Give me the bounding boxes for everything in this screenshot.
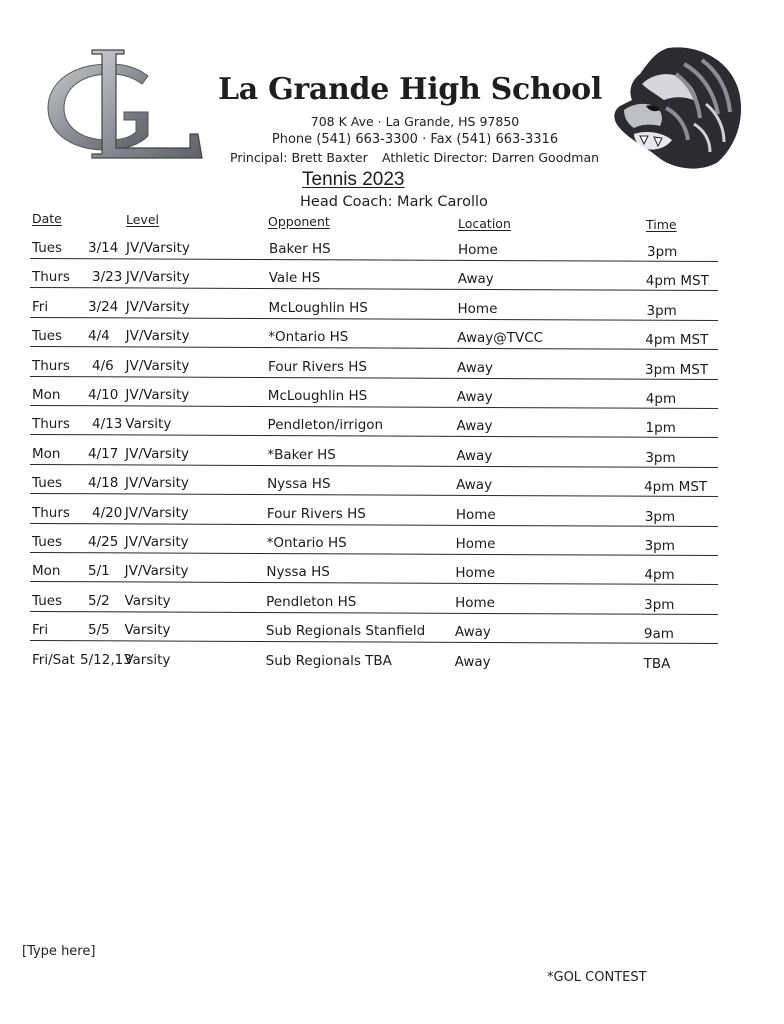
row-location: Away [454, 653, 491, 670]
school-logo [40, 42, 210, 162]
row-underline [30, 346, 718, 350]
row-location: Home [455, 594, 495, 611]
row-level: JV/Varsity [125, 387, 190, 403]
row-location: Away [457, 359, 494, 376]
row-location: Away [454, 624, 491, 641]
table-row [28, 446, 718, 470]
row-location: Home [458, 242, 498, 258]
row-opponent: Vale HS [268, 270, 321, 287]
row-day: Tues [32, 592, 63, 609]
row-date: 5/12,13 [80, 651, 132, 668]
row-time: 4pm [645, 391, 677, 407]
row-level: Varsity [124, 622, 171, 639]
row-opponent: Nyssa HS [267, 476, 331, 493]
row-time: 4pm MST [645, 273, 709, 290]
row-level: Varsity [125, 416, 172, 433]
row-day: Tues [32, 534, 63, 550]
row-date: 4/25 [88, 534, 119, 550]
row-day: Mon [32, 445, 61, 462]
row-day: Mon [32, 563, 61, 580]
row-date: 4/17 [88, 445, 119, 462]
row-location: Away [456, 418, 493, 435]
row-underline [30, 552, 718, 556]
row-day: Thurs [32, 357, 70, 374]
row-day: Tues [32, 328, 63, 345]
row-location: Home [455, 506, 496, 523]
tiger-mascot-icon [606, 44, 746, 172]
row-underline [30, 287, 718, 291]
row-time: TBA [643, 655, 671, 672]
row-opponent: McLoughlin HS [267, 388, 368, 404]
table-row [28, 475, 718, 499]
row-time: 4pm MST [644, 479, 708, 496]
row-location: Away [456, 447, 493, 464]
row-underline [30, 640, 718, 644]
row-opponent: Nyssa HS [266, 564, 330, 581]
row-location: Away [457, 271, 494, 288]
row-underline [30, 523, 718, 527]
row-date: 5/1 [88, 563, 110, 580]
table-row [28, 505, 718, 529]
table-row [28, 328, 718, 352]
row-time: 3pm [644, 596, 675, 613]
row-time: 3pm [647, 244, 678, 260]
table-row [28, 299, 718, 323]
table-row [28, 534, 718, 558]
row-level: JV/Varsity [125, 269, 190, 286]
row-date: 4/20 [92, 504, 123, 521]
table-row [28, 563, 718, 587]
row-opponent: McLoughlin HS [268, 299, 368, 316]
row-time: 3pm [645, 449, 676, 466]
row-day: Thurs [32, 416, 70, 433]
row-location: Home [455, 536, 496, 552]
row-level: JV/Varsity [125, 475, 189, 492]
row-day: Fri [32, 622, 49, 639]
row-date: 4/4 [88, 328, 110, 345]
row-underline [30, 493, 718, 497]
row-opponent: Four Rivers HS [266, 505, 366, 522]
column-header-date: Date [32, 211, 62, 226]
table-row [28, 652, 718, 676]
row-underline [30, 611, 718, 615]
row-level: JV/Varsity [124, 563, 189, 580]
row-opponent: *Ontario HS [266, 535, 347, 551]
row-time: 3pm [644, 508, 676, 525]
principal: Principal: Brett Baxter [230, 150, 368, 165]
row-underline [30, 317, 718, 321]
row-level: Varsity [124, 592, 171, 609]
row-underline [30, 376, 718, 380]
table-row [28, 593, 718, 617]
table-row [28, 269, 718, 293]
school-address: 708 K Ave · La Grande, HS 97850 [310, 114, 520, 129]
row-opponent: Sub Regionals TBA [265, 652, 392, 669]
row-day: Mon [32, 387, 61, 403]
row-underline [30, 405, 718, 409]
type-here-placeholder: [Type here] [22, 944, 96, 959]
row-time: 4pm MST [645, 332, 709, 349]
row-level: JV/Varsity [126, 240, 190, 256]
row-underline [30, 464, 718, 468]
table-row [28, 416, 718, 440]
row-opponent: Pendleton HS [266, 593, 357, 610]
table-row [28, 622, 718, 646]
school-name: La Grande High School [218, 72, 602, 107]
row-day: Tues [32, 240, 63, 256]
row-opponent: *Ontario HS [268, 329, 349, 346]
column-header-level: Level [126, 212, 159, 227]
row-location: Away [456, 389, 493, 405]
school-phone: Phone (541) 663-3300 · Fax (541) 663-3316 [271, 132, 559, 147]
row-level: JV/Varsity [124, 504, 189, 521]
row-time: 3pm MST [645, 361, 709, 378]
row-level: JV/Varsity [125, 357, 190, 374]
row-date: 4/18 [88, 475, 119, 492]
table-row [28, 387, 718, 411]
row-day: Tues [32, 475, 63, 492]
row-underline [30, 581, 718, 585]
row-date: 4/10 [88, 387, 119, 403]
schedule-title: Tennis 2023 [302, 169, 405, 190]
column-header-time: Time [646, 217, 677, 232]
row-date: 5/5 [88, 622, 110, 639]
row-opponent: Baker HS [269, 241, 331, 257]
row-level: JV/Varsity [125, 445, 189, 462]
row-underline [30, 434, 718, 438]
column-header-opponent: Opponent [268, 214, 330, 229]
row-date: 3/24 [88, 298, 119, 315]
row-date: 3/14 [88, 240, 119, 256]
table-row [28, 358, 718, 382]
row-time: 3pm [646, 302, 677, 319]
row-date: 5/2 [88, 592, 110, 609]
row-location: Home [455, 565, 496, 582]
row-time: 3pm [644, 538, 675, 554]
row-level: JV/Varsity [125, 328, 190, 345]
row-location: Away@TVCC [457, 330, 544, 347]
row-time: 1pm [645, 420, 676, 437]
row-day: Fri [32, 298, 49, 315]
row-level: Varsity [124, 651, 171, 668]
table-row [28, 240, 718, 264]
row-day: Thurs [32, 269, 70, 286]
column-header-location: Location [458, 216, 511, 231]
row-location: Away [456, 477, 493, 494]
row-opponent: *Baker HS [267, 446, 336, 463]
row-opponent: Sub Regionals Stanfield [265, 623, 426, 640]
row-day: Thurs [32, 504, 70, 521]
athletic-director: Athletic Director: Darren Goodman [382, 150, 600, 165]
row-opponent: Four Rivers HS [268, 358, 367, 375]
row-opponent: Pendleton/irrigon [267, 417, 384, 434]
row-location: Home [457, 300, 498, 317]
row-level: JV/Varsity [124, 534, 189, 550]
row-time: 9am [643, 626, 674, 643]
row-level: JV/Varsity [125, 298, 190, 315]
row-date: 4/6 [92, 357, 114, 374]
row-date: 3/23 [92, 269, 123, 286]
row-date: 4/13 [92, 416, 123, 433]
row-day: Fri/Sat [32, 651, 75, 668]
head-coach: Head Coach: Mark Carollo [300, 194, 488, 210]
row-time: 4pm [644, 567, 675, 584]
gol-contest-note: *GOL CONTEST [547, 970, 647, 985]
row-underline [30, 258, 718, 262]
